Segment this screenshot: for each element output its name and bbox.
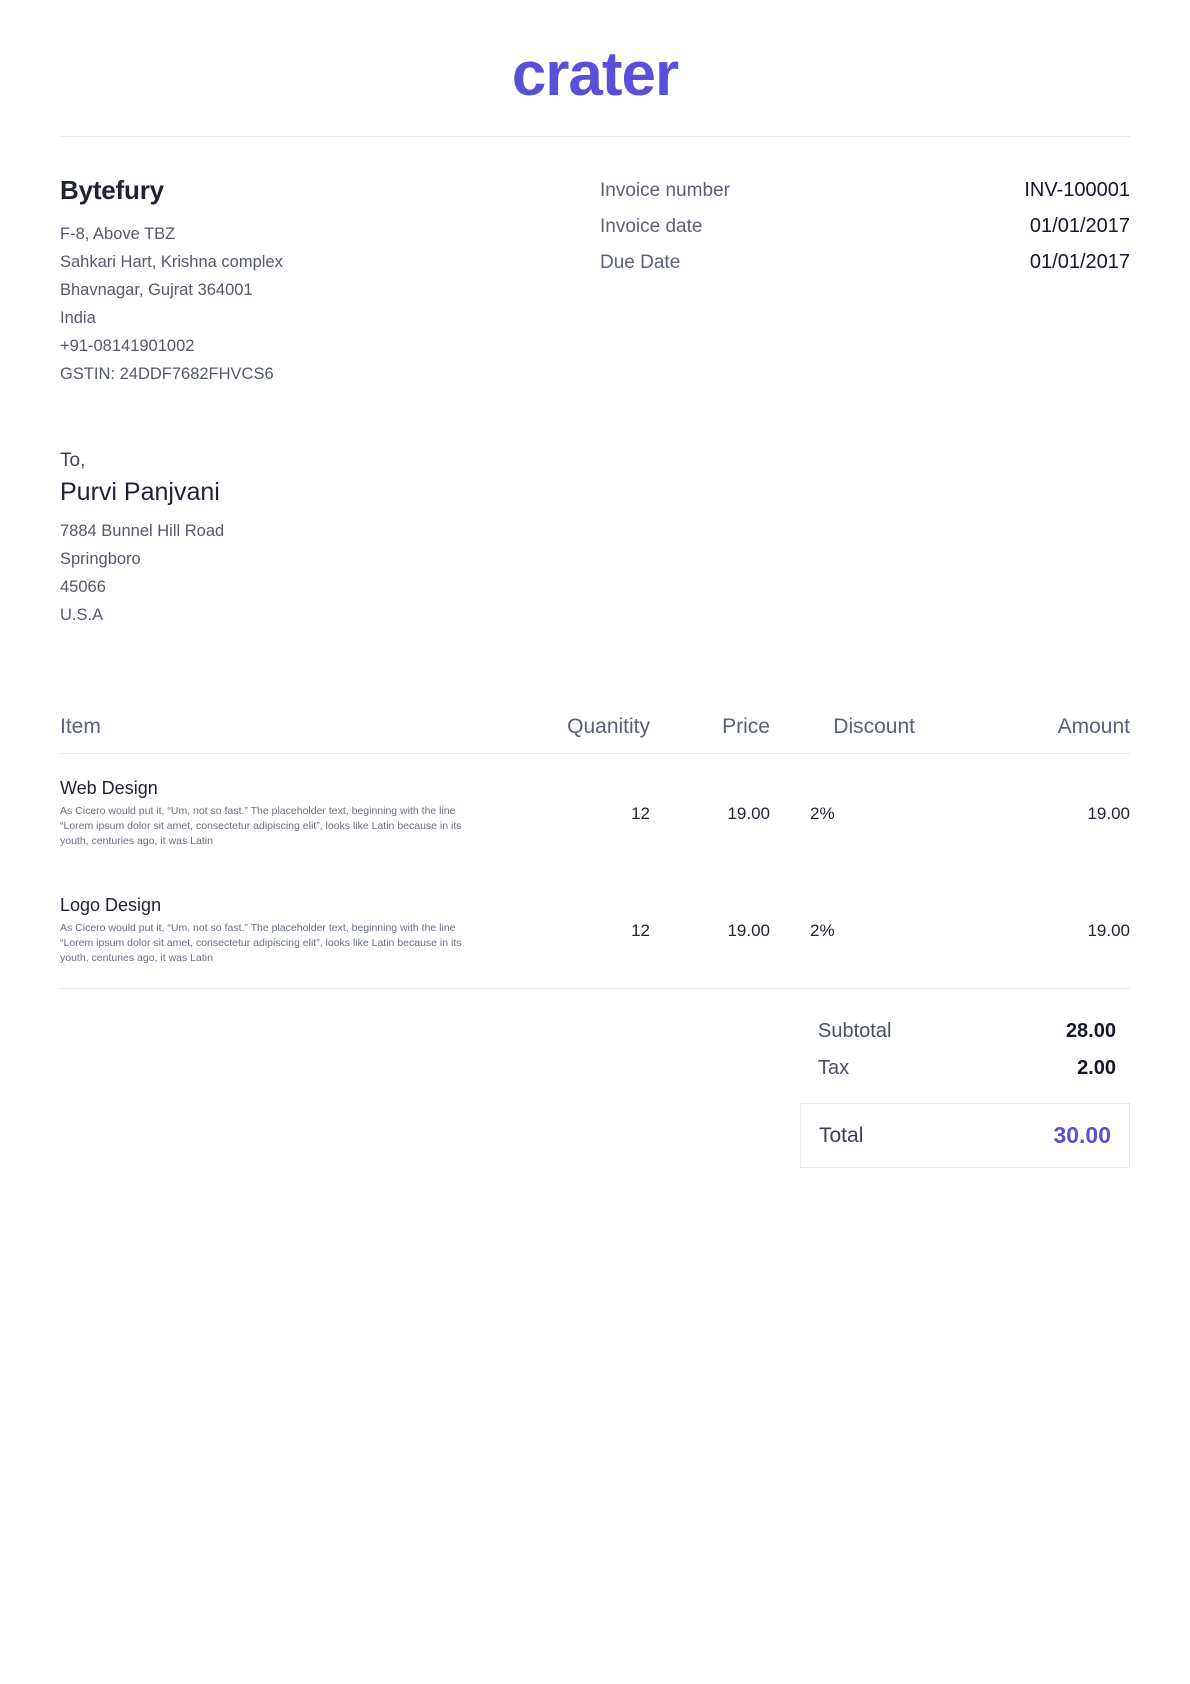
items-table-header [60, 715, 1130, 754]
bill-to-name: Purvi Panjvani [60, 478, 220, 506]
column-header-item: Item [60, 715, 101, 738]
item-price: 19.00 [727, 803, 770, 823]
brand-logo [0, 0, 1190, 136]
invoice-date-label: Invoice date [600, 216, 703, 237]
totals-box [800, 989, 1130, 1168]
items-table [60, 715, 1130, 989]
bill-to-block [0, 388, 1190, 629]
item-amount: 19.00 [1087, 920, 1130, 940]
company-address-line: F-8, Above TBZ [60, 225, 176, 243]
due-date-value: 01/01/2017 [1029, 251, 1130, 273]
company-address-line: Sahkari Hart, Krishna complex [60, 253, 283, 271]
subtotal-label: Subtotal [818, 1020, 892, 1042]
tax-row [800, 1050, 1130, 1087]
item-quantity: 12 [631, 803, 650, 823]
item-name: Web Design [60, 778, 158, 798]
item-description: As Cicero would put it, “Um, not so fast.” The placeholder text, beginning with the line “Lorem ipsum dolor sit amet, consectetur adipiscing elit”, looks like Latin because in its youth, centuries ago, it was Latin [60, 805, 462, 847]
column-header-discount: Discount [833, 715, 915, 738]
company-block [60, 175, 600, 388]
total-value: 30.00 [1053, 1122, 1111, 1148]
invoice-header [0, 137, 1190, 388]
crater-logo-icon: crater [511, 40, 679, 109]
total-label: Total [819, 1123, 864, 1147]
tax-value: 2.00 [1077, 1057, 1116, 1079]
bill-to-label: To, [60, 450, 86, 471]
item-quantity: 12 [631, 920, 650, 940]
invoice-number-value: INV-100001 [1024, 179, 1130, 201]
item-amount: 19.00 [1087, 803, 1130, 823]
invoice-number-row [600, 179, 1130, 202]
totals-section [60, 989, 1130, 1168]
bill-to-country: U.S.A [60, 606, 104, 624]
bill-to-address-line: Springboro [60, 550, 141, 568]
company-address-line: India [60, 309, 96, 327]
subtotal-value: 28.00 [1065, 1020, 1116, 1042]
bill-to-postal-code: 45066 [60, 578, 106, 596]
invoice-date-value: 01/01/2017 [1029, 215, 1130, 237]
table-row [60, 871, 1130, 988]
bill-to-address-line: 7884 Bunnel Hill Road [60, 522, 225, 540]
due-date-row [600, 251, 1130, 274]
column-header-quantity: Quanitity [567, 715, 650, 738]
company-phone: +91-08141901002 [60, 337, 195, 355]
item-cell [60, 778, 520, 849]
invoice-meta-block [600, 175, 1130, 388]
item-discount: 2% [810, 803, 835, 823]
column-header-amount: Amount [1057, 715, 1130, 738]
company-address-line: Bhavnagar, Gujrat 364001 [60, 281, 253, 299]
column-header-price: Price [722, 715, 770, 738]
invoice-number-label: Invoice number [600, 180, 730, 201]
item-price: 19.00 [727, 920, 770, 940]
tax-label: Tax [818, 1057, 850, 1079]
due-date-label: Due Date [600, 252, 681, 273]
total-row [800, 1103, 1130, 1168]
company-gstin: GSTIN: 24DDF7682FHVCS6 [60, 365, 274, 383]
item-description: As Cicero would put it, “Um, not so fast.” The placeholder text, beginning with the line “Lorem ipsum dolor sit amet, consectetur adipiscing elit”, looks like Latin because in its youth, centuries ago, it was Latin [60, 922, 462, 964]
item-discount: 2% [810, 920, 835, 940]
invoice-date-row [600, 215, 1130, 238]
item-cell [60, 895, 520, 966]
item-name: Logo Design [60, 895, 162, 915]
subtotal-row [800, 1013, 1130, 1050]
table-row [60, 754, 1130, 871]
company-name: Bytefury [60, 175, 164, 205]
